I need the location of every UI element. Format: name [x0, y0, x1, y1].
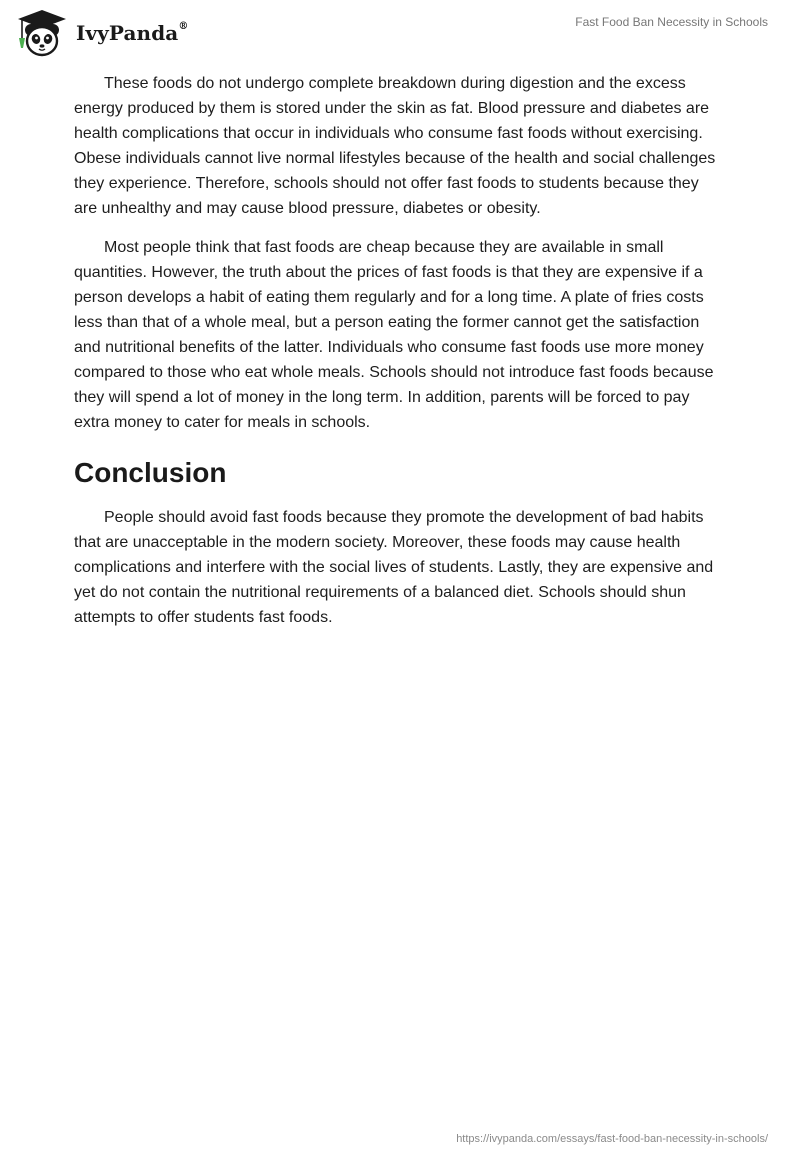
panda-graduate-icon [14, 8, 70, 58]
source-url[interactable]: https://ivypanda.com/essays/fast-food-ban-necessity-in-schools/ [456, 1133, 768, 1145]
brand-logo[interactable] [14, 8, 188, 58]
brand-name-text: IvyPanda [76, 21, 179, 45]
page-header [0, 0, 800, 70]
paragraph-cost: Most people think that fast foods are cheap because they are available in small quantities. However, the truth about the prices of fast foods is that they are expensive if a person develops a habit of eating them regularly and for a long time. A plate of fries costs less than that of a whole meal, but a person eating the former cannot get the satisfaction and nutritional benefits of the latter. Individuals who consume fast foods use more money compared to those who eat whole meals. Schools should not introduce fast foods because they will spend a lot of money in the long term. In addition, parents will be forced to pay extra money to cater for meals in schools. [74, 239, 714, 431]
registered-mark: ® [178, 21, 189, 33]
document-title: Fast Food Ban Necessity in Schools [575, 15, 768, 29]
brand-name [76, 21, 188, 45]
paragraph-conclusion: People should avoid fast foods because they promote the development of bad habits that are unacceptable in the modern society. Moreover, these foods may cause health complications and interfere with the social lives of students. Lastly, they are expensive and yet do not contain the nutritional requirements of a balanced diet. Schools should shun attempts to offer students fast foods. [74, 509, 714, 626]
section-heading-conclusion: Conclusion [74, 457, 227, 488]
paragraph-health: These foods do not undergo complete breakdown during digestion and the excess energy produced by them is stored under the skin as fat. Blood pressure and diabetes are health complications that occur in individuals who consume fast foods without exercising. Obese individuals cannot live normal lifestyles because of the health and social challenges they experience. Therefore, schools should not offer fast foods to students because they are unhealthy and may cause blood pressure, diabetes or obesity. [74, 75, 716, 217]
essay-body [74, 71, 726, 644]
